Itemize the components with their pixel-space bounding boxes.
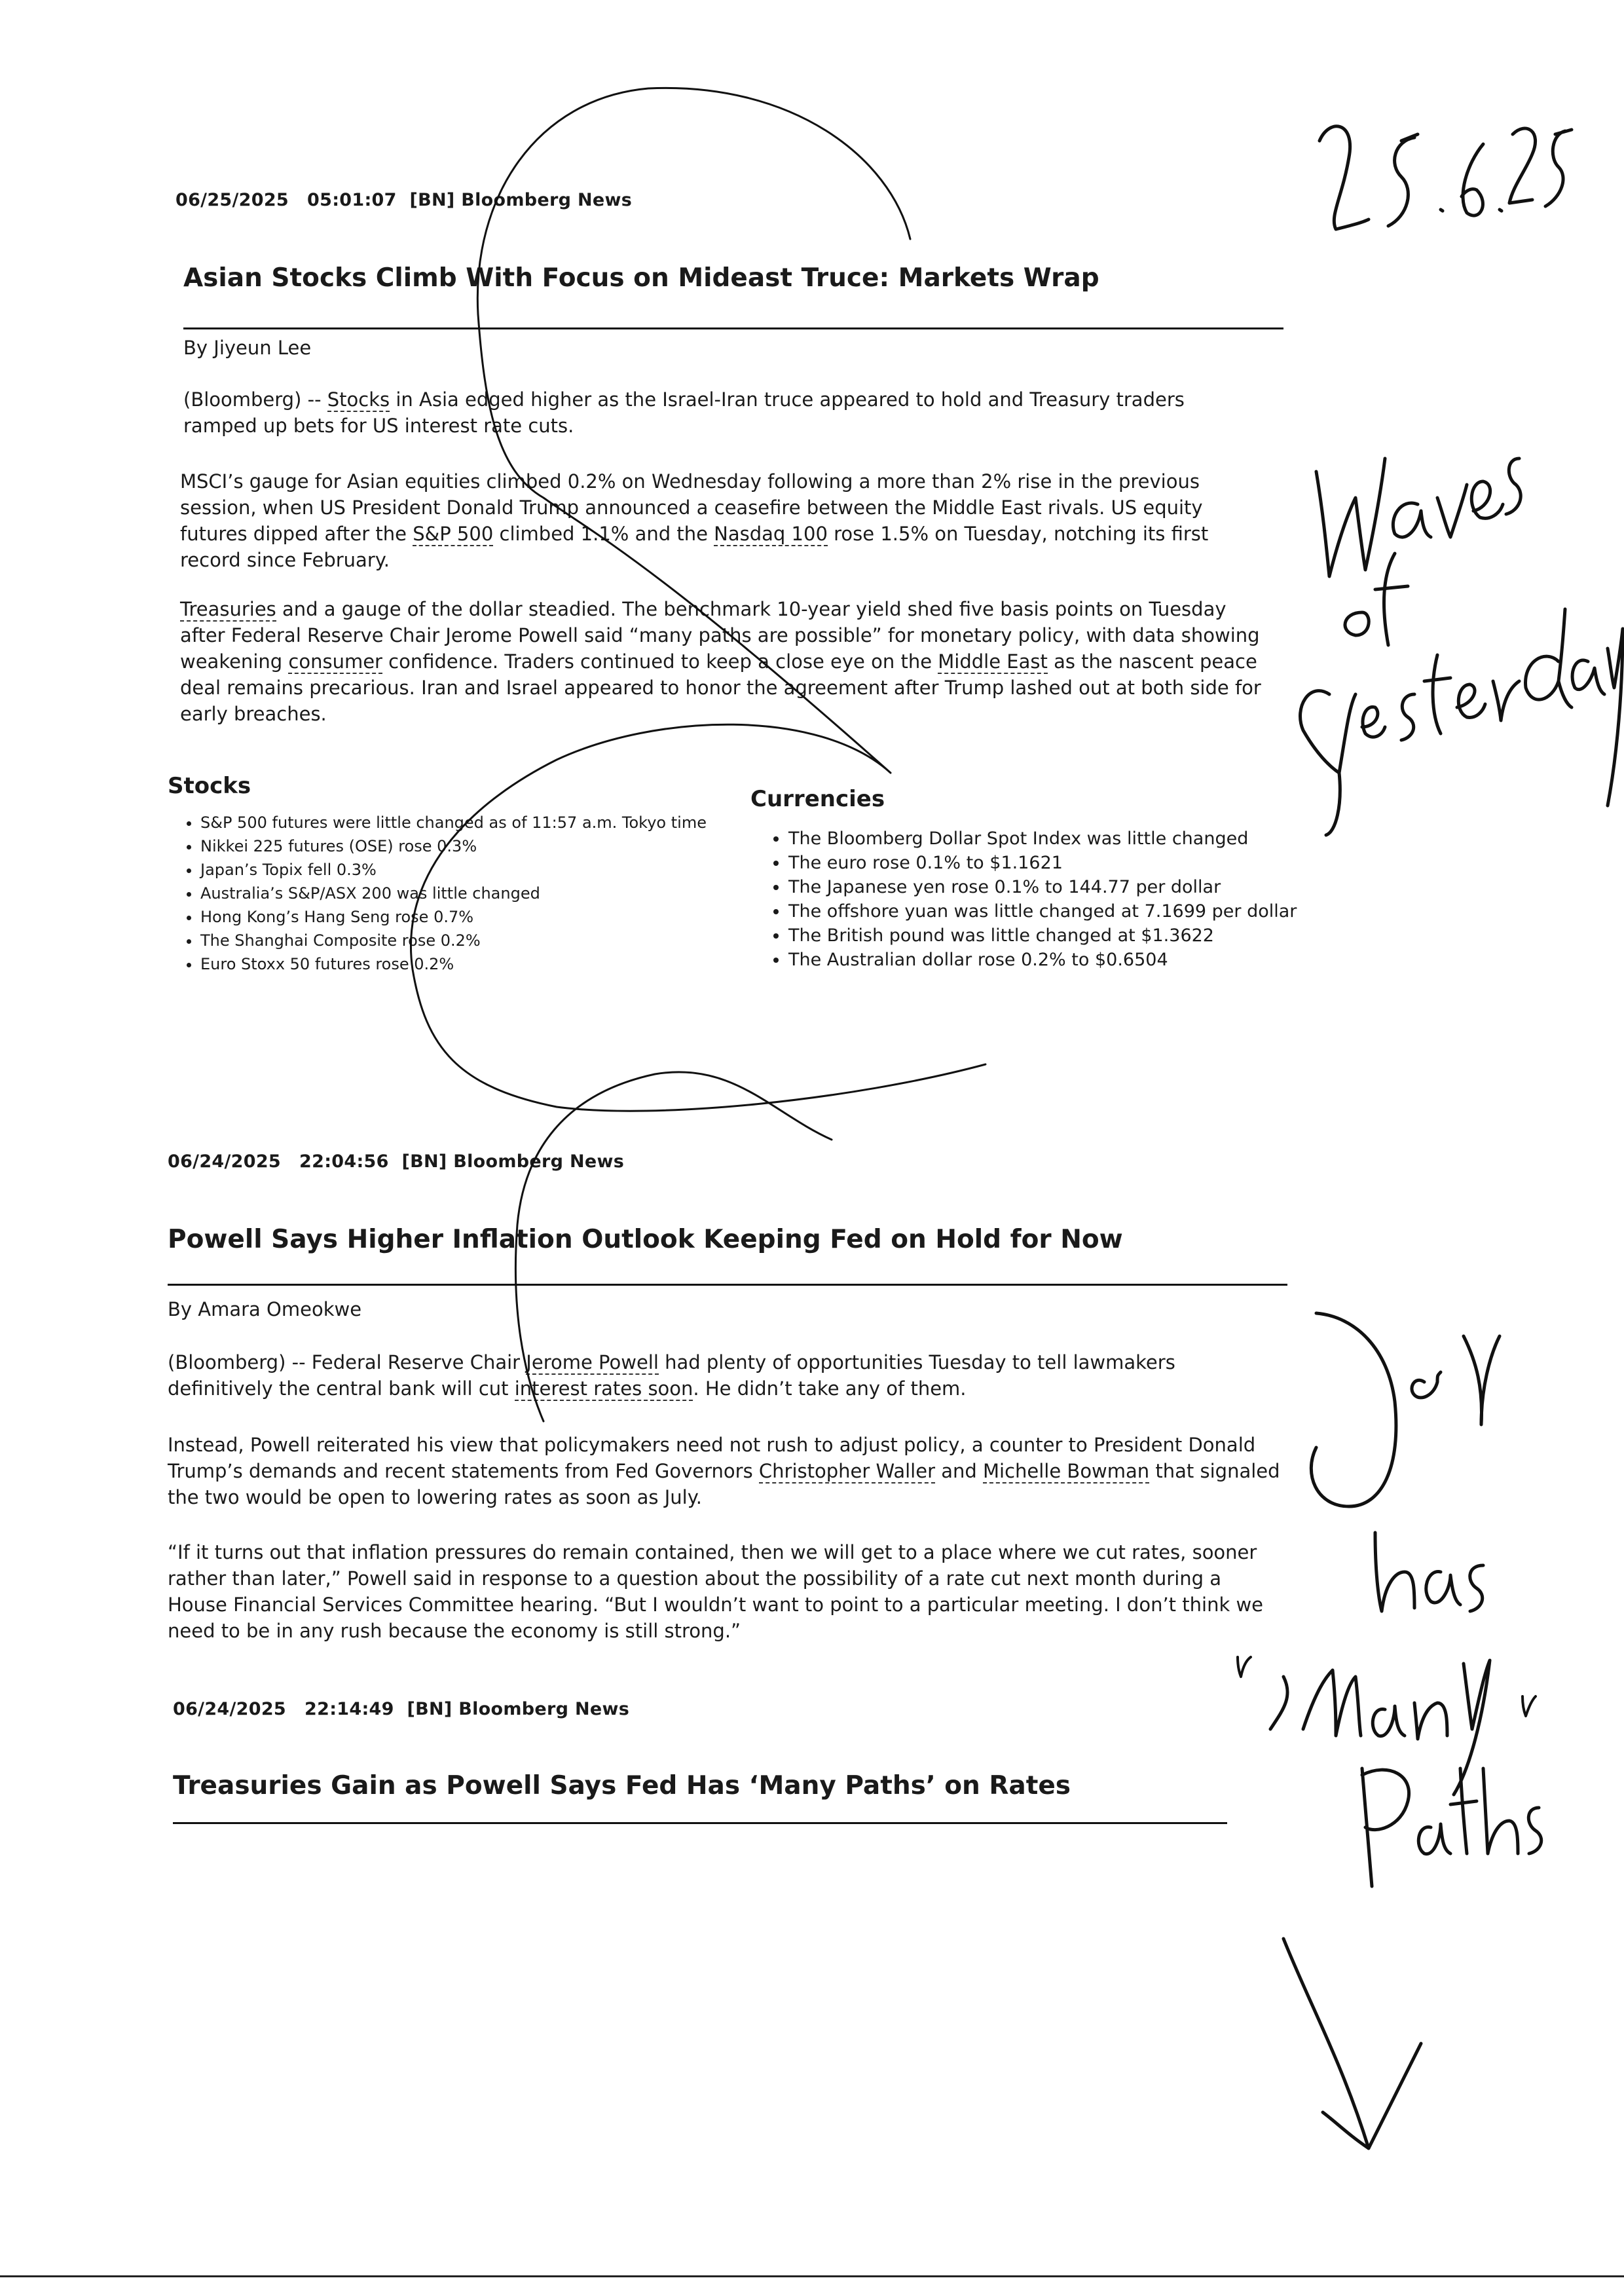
article3-date: 06/24/2025 [173, 1699, 287, 1719]
handwritten-note-stroke [1401, 694, 1414, 740]
handwritten-note-stroke [1522, 1696, 1536, 1716]
handwritten-note-stroke [1483, 1768, 1518, 1854]
stocks-item: • The Shanghai Composite rose 0.2% [200, 929, 707, 952]
stocks-item: • Nikkei 225 futures (OSE) rose 0.3% [200, 834, 707, 858]
article2-date: 06/24/2025 [168, 1151, 282, 1172]
stocks-item: • Hong Kong’s Hang Seng rose 0.7% [200, 905, 707, 929]
handwritten-note-stroke [1316, 458, 1385, 576]
link-nasdaq100[interactable]: Nasdaq 100 [714, 523, 828, 545]
stocks-heading: Stocks [168, 773, 251, 799]
handwritten-note-stroke [1457, 684, 1485, 717]
link-jerome-powell[interactable]: Jerome Powell [526, 1351, 659, 1373]
article2-paragraph-3: “If it turns out that inflation pressures do remain contained, then we will get to a place where we cut rates, sooner rather than later,” Powell said in response to a question about the possibility of a rate cut next month during a House Financial Services Committee hearing. “But I wouldn’t want to point to a particular meeting. I don’t think we need to be in any rush because the economy is still strong.” [168, 1541, 1264, 1642]
article1-paragraph-2: MSCI’s gauge for Asian equities climbed 0.2% on Wednesday following a more than 2% rise in the previous session, when US President Donald Trump announced a ceasefire between the Middle East rivals. US equity futures dipped after the S&P 500 climbed 1.1% and the Nasdaq 100 rose 1.5% on Tuesday, notching its first record since February. [180, 470, 1209, 571]
currencies-item: • The Bloomberg Dollar Spot Index was little changed [788, 827, 1297, 851]
handwritten-note-stroke [1450, 1768, 1477, 1854]
link-michelle-bowman[interactable]: Michelle Bowman [983, 1460, 1150, 1482]
stocks-list-wrapper [172, 811, 707, 976]
handwritten-note-stroke [1528, 1808, 1541, 1854]
handwritten-note-stroke [1572, 660, 1604, 694]
handwritten-note-stroke [1526, 609, 1572, 707]
handwritten-note-stroke [1470, 1565, 1483, 1611]
currencies-item: • The euro rose 0.1% to $1.1621 [788, 851, 1297, 875]
handwritten-note-stroke [1301, 691, 1356, 835]
currencies-item: • The Australian dollar rose 0.2% to $0.6504 [788, 948, 1297, 972]
stocks-list [172, 811, 707, 976]
currencies-item: • The Japanese yen rose 0.1% to 144.77 per dollar [788, 875, 1297, 899]
handwritten-note-stroke [1608, 629, 1623, 806]
article2-meta [168, 1151, 624, 1172]
handwritten-date-stroke [1320, 126, 1369, 229]
article1-divider [183, 327, 1283, 329]
handwritten-date-stroke [1545, 130, 1572, 206]
article3-meta [173, 1699, 629, 1719]
link-interest-rates-soon[interactable]: interest rates soon [514, 1377, 693, 1400]
handwritten-note-stroke [1412, 1372, 1441, 1398]
handwritten-note-stroke [1362, 707, 1385, 737]
link-stocks[interactable]: Stocks [327, 388, 390, 411]
handwritten-note-stroke [1373, 1706, 1405, 1736]
stocks-item: • S&P 500 futures were little changed as of 11:57 a.m. Tokyo time [200, 811, 707, 834]
handwritten-note-stroke [1375, 1533, 1414, 1611]
handwritten-note-stroke [1464, 1336, 1500, 1425]
handwritten-arrow-stroke [1323, 2112, 1369, 2148]
article2-byline: By Amara Omeokwe [168, 1298, 362, 1320]
handwritten-note-stroke [1375, 553, 1408, 645]
stocks-item: • Japan’s Topix fell 0.3% [200, 858, 707, 882]
link-treasuries[interactable]: Treasuries [180, 598, 276, 620]
article2-time: 22:04:56 [299, 1151, 389, 1172]
article2-headline[interactable]: Powell Says Higher Inflation Outlook Keeping Fed on Hold for Now [168, 1225, 1123, 1254]
handwritten-note-stroke [1418, 1824, 1450, 1854]
handwritten-note-stroke [1345, 612, 1369, 635]
article1-date: 06/25/2025 [175, 190, 289, 210]
link-consumer[interactable]: consumer [288, 650, 382, 673]
currencies-item: • The offshore yuan was little changed at 7.1699 per dollar [788, 899, 1297, 924]
handwritten-note-stroke [1426, 1572, 1460, 1605]
currencies-list [760, 827, 1297, 972]
stocks-item: • Australia’s S&P/ASX 200 was little changed [200, 882, 707, 905]
link-sp500[interactable]: S&P 500 [413, 523, 494, 545]
handwritten-note-stroke [1238, 1657, 1251, 1677]
handwritten-date-stroke [1462, 144, 1483, 215]
handwritten-note-stroke [1362, 1768, 1409, 1886]
article3-source: [BN] Bloomberg News [407, 1699, 630, 1719]
link-christopher-waller[interactable]: Christopher Waller [758, 1460, 935, 1482]
article1-headline[interactable]: Asian Stocks Climb With Focus on Mideast Truce: Markets Wrap [183, 263, 1099, 293]
handwritten-note-stroke [1493, 681, 1519, 720]
handwritten-note-stroke [1506, 458, 1521, 514]
currencies-heading: Currencies [750, 786, 885, 812]
handwritten-date-stroke [1509, 128, 1536, 203]
article3-time: 22:14:49 [304, 1699, 394, 1719]
article3-divider [173, 1822, 1227, 1824]
handwritten-date-stroke [1441, 210, 1443, 211]
handwritten-date-stroke [1388, 138, 1414, 226]
handwritten-date-stroke [1401, 134, 1418, 141]
article1-meta [175, 190, 632, 210]
article2-divider [168, 1284, 1287, 1286]
article2-paragraph-2: Instead, Powell reiterated his view that policymakers need not rush to adjust policy, a counter to President Donald Trump’s demands and recent statements from Fed Governors Christopher Waller and Michelle Bowman that signaled the two would be open to lowering rates as soon as July. [168, 1434, 1280, 1508]
article2-source: [BN] Bloomberg News [401, 1151, 625, 1172]
handwritten-note-stroke [1414, 1703, 1447, 1739]
article1-paragraph-1: (Bloomberg) -- Stocks in Asia edged higher as the Israel-Iran truce appeared to hold and Treasury traders ramped up bets for US interest rate cuts. [183, 388, 1185, 437]
page-bottom-edge [0, 2275, 1624, 2277]
link-middle-east[interactable]: Middle East [938, 650, 1048, 673]
handwritten-note-stroke [1424, 655, 1450, 734]
handwritten-arrow-stroke [1283, 1939, 1421, 2148]
handwritten-note-stroke [1393, 503, 1431, 537]
article1-time: 05:01:07 [307, 190, 397, 210]
article1-byline: By Jiyeun Lee [183, 337, 312, 359]
handwritten-note-stroke [1311, 1313, 1396, 1506]
currencies-list-wrapper [760, 827, 1297, 972]
article1-source: [BN] Bloomberg News [409, 190, 633, 210]
handwritten-note-stroke [1471, 481, 1503, 518]
handwritten-date-stroke [1500, 210, 1502, 211]
handwritten-note-stroke [1437, 485, 1467, 537]
stocks-item: • Euro Stoxx 50 futures rose 0.2% [200, 952, 707, 976]
article1-paragraph-3: Treasuries and a gauge of the dollar steadied. The benchmark 10-year yield shed five basis points on Tuesday after Federal Reserve Chair Jerome Powell said “many paths are possible” for monetary policy, with data showing weakening consumer confidence. Traders continued to keep a close eye on the Middle East as the nascent peace deal remains precarious. Iran and Israel appeared to honor the agreement after Trump lashed out at both side for early breaches. [180, 598, 1261, 725]
article3-headline[interactable]: Treasuries Gain as Powell Says Fed Has ‘Many Paths’ on Rates [173, 1771, 1071, 1801]
handwritten-note-stroke [1454, 1660, 1490, 1795]
article2-paragraph-1: (Bloomberg) -- Federal Reserve Chair Jerome Powell had plenty of opportunities Tuesday to tell lawmakers definitively the central bank will cut interest rates soon. He didn’t take any of them. [168, 1351, 1175, 1400]
currencies-item: • The British pound was little changed at $1.3622 [788, 924, 1297, 948]
handwritten-note-stroke [1270, 1670, 1361, 1736]
